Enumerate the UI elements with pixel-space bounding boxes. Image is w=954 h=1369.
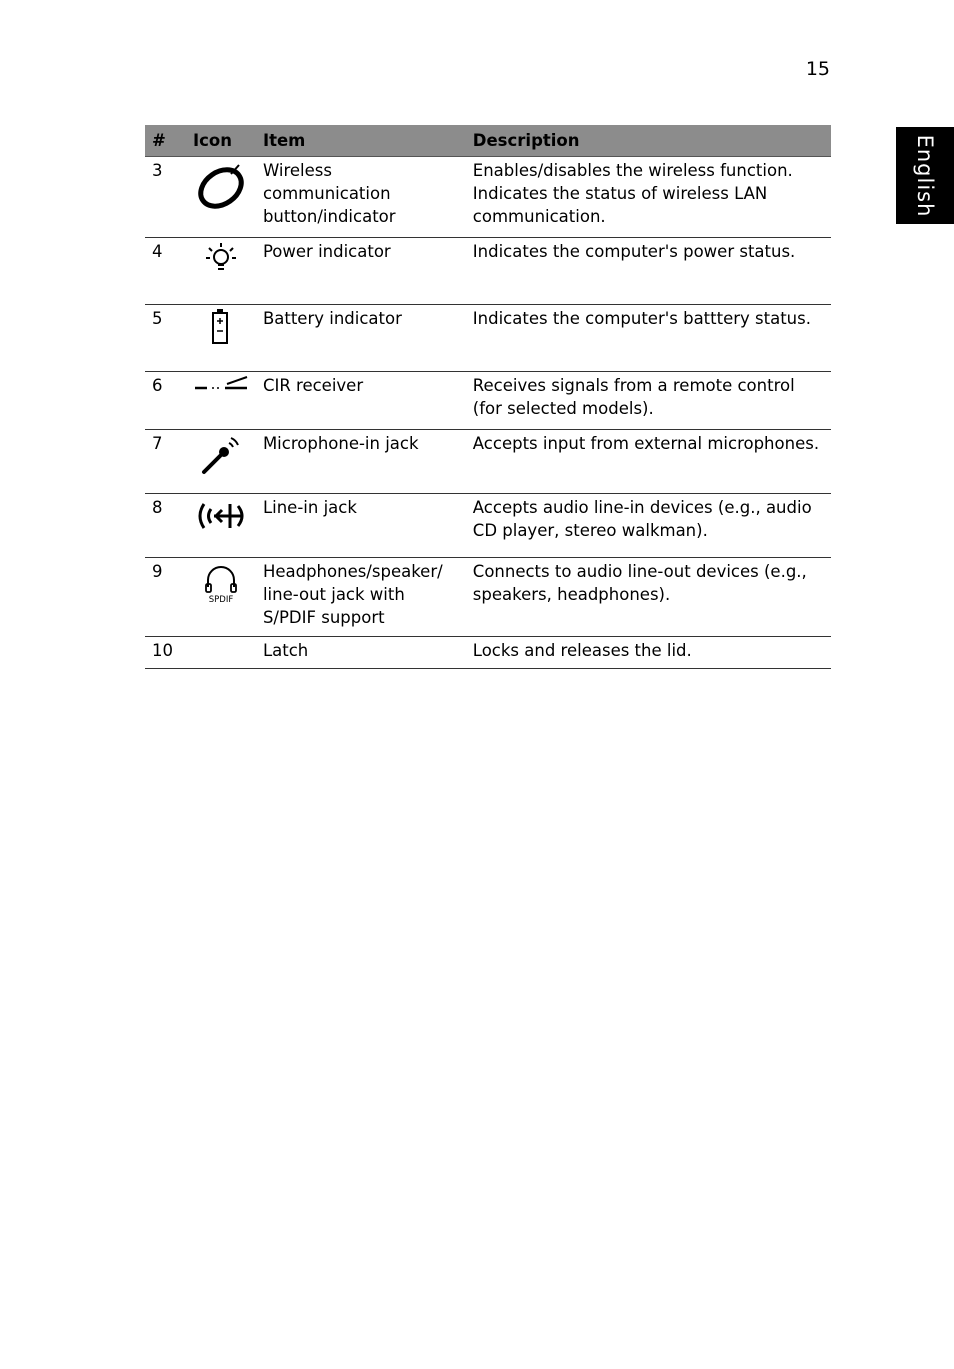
row-num: 3 [145, 157, 186, 238]
language-tab [896, 127, 954, 224]
row-item: CIR receiver [256, 372, 466, 430]
table-row [145, 430, 831, 494]
row-item: Battery indicator [256, 305, 466, 372]
table-row [145, 372, 831, 430]
row-item: Microphone-in jack [256, 430, 466, 494]
header-icon: Icon [186, 125, 256, 157]
row-description: Indicates the computer's power status. [466, 238, 831, 305]
table-row [145, 305, 831, 372]
row-description: Receives signals from a remote control (for selected models). [466, 372, 831, 430]
row-description: Connects to audio line-out devices (e.g., speakers, headphones). [466, 558, 831, 637]
cir-receiver-icon [186, 372, 256, 430]
row-num: 7 [145, 430, 186, 494]
table-row [145, 157, 831, 238]
row-num: 5 [145, 305, 186, 372]
row-description: Indicates the computer's batttery status. [466, 305, 831, 372]
microphone-icon [186, 430, 256, 494]
header-description: Description [466, 125, 831, 157]
row-item: Power indicator [256, 238, 466, 305]
header-item: Item [256, 125, 466, 157]
table-header-row [145, 125, 831, 157]
wireless-icon [186, 157, 256, 238]
row-description: Locks and releases the lid. [466, 637, 831, 669]
component-table [145, 125, 831, 669]
row-icon-empty [186, 637, 256, 669]
battery-icon [186, 305, 256, 372]
headphones-spdif-icon [186, 558, 256, 637]
row-item: Line-in jack [256, 494, 466, 558]
language-tab-label: English [913, 134, 937, 217]
row-item: Latch [256, 637, 466, 669]
row-num: 10 [145, 637, 186, 669]
row-item: Headphones/speaker/ line-out jack with S/PDIF support [256, 558, 466, 637]
row-num: 6 [145, 372, 186, 430]
power-indicator-icon [186, 238, 256, 305]
row-description: Enables/disables the wireless function. Indicates the status of wireless LAN communication. [466, 157, 831, 238]
spdif-label: SPDIF [208, 595, 234, 605]
row-num: 4 [145, 238, 186, 305]
table-row [145, 637, 831, 669]
table-row [145, 238, 831, 305]
page-number: 15 [805, 58, 830, 80]
row-num: 8 [145, 494, 186, 558]
row-description: Accepts audio line-in devices (e.g., audio CD player, stereo walkman). [466, 494, 831, 558]
line-in-icon [186, 494, 256, 558]
table-row [145, 494, 831, 558]
row-num: 9 [145, 558, 186, 637]
row-item: Wireless communication button/indicator [256, 157, 466, 238]
header-num: # [145, 125, 186, 157]
table-row [145, 558, 831, 637]
row-description: Accepts input from external microphones. [466, 430, 831, 494]
